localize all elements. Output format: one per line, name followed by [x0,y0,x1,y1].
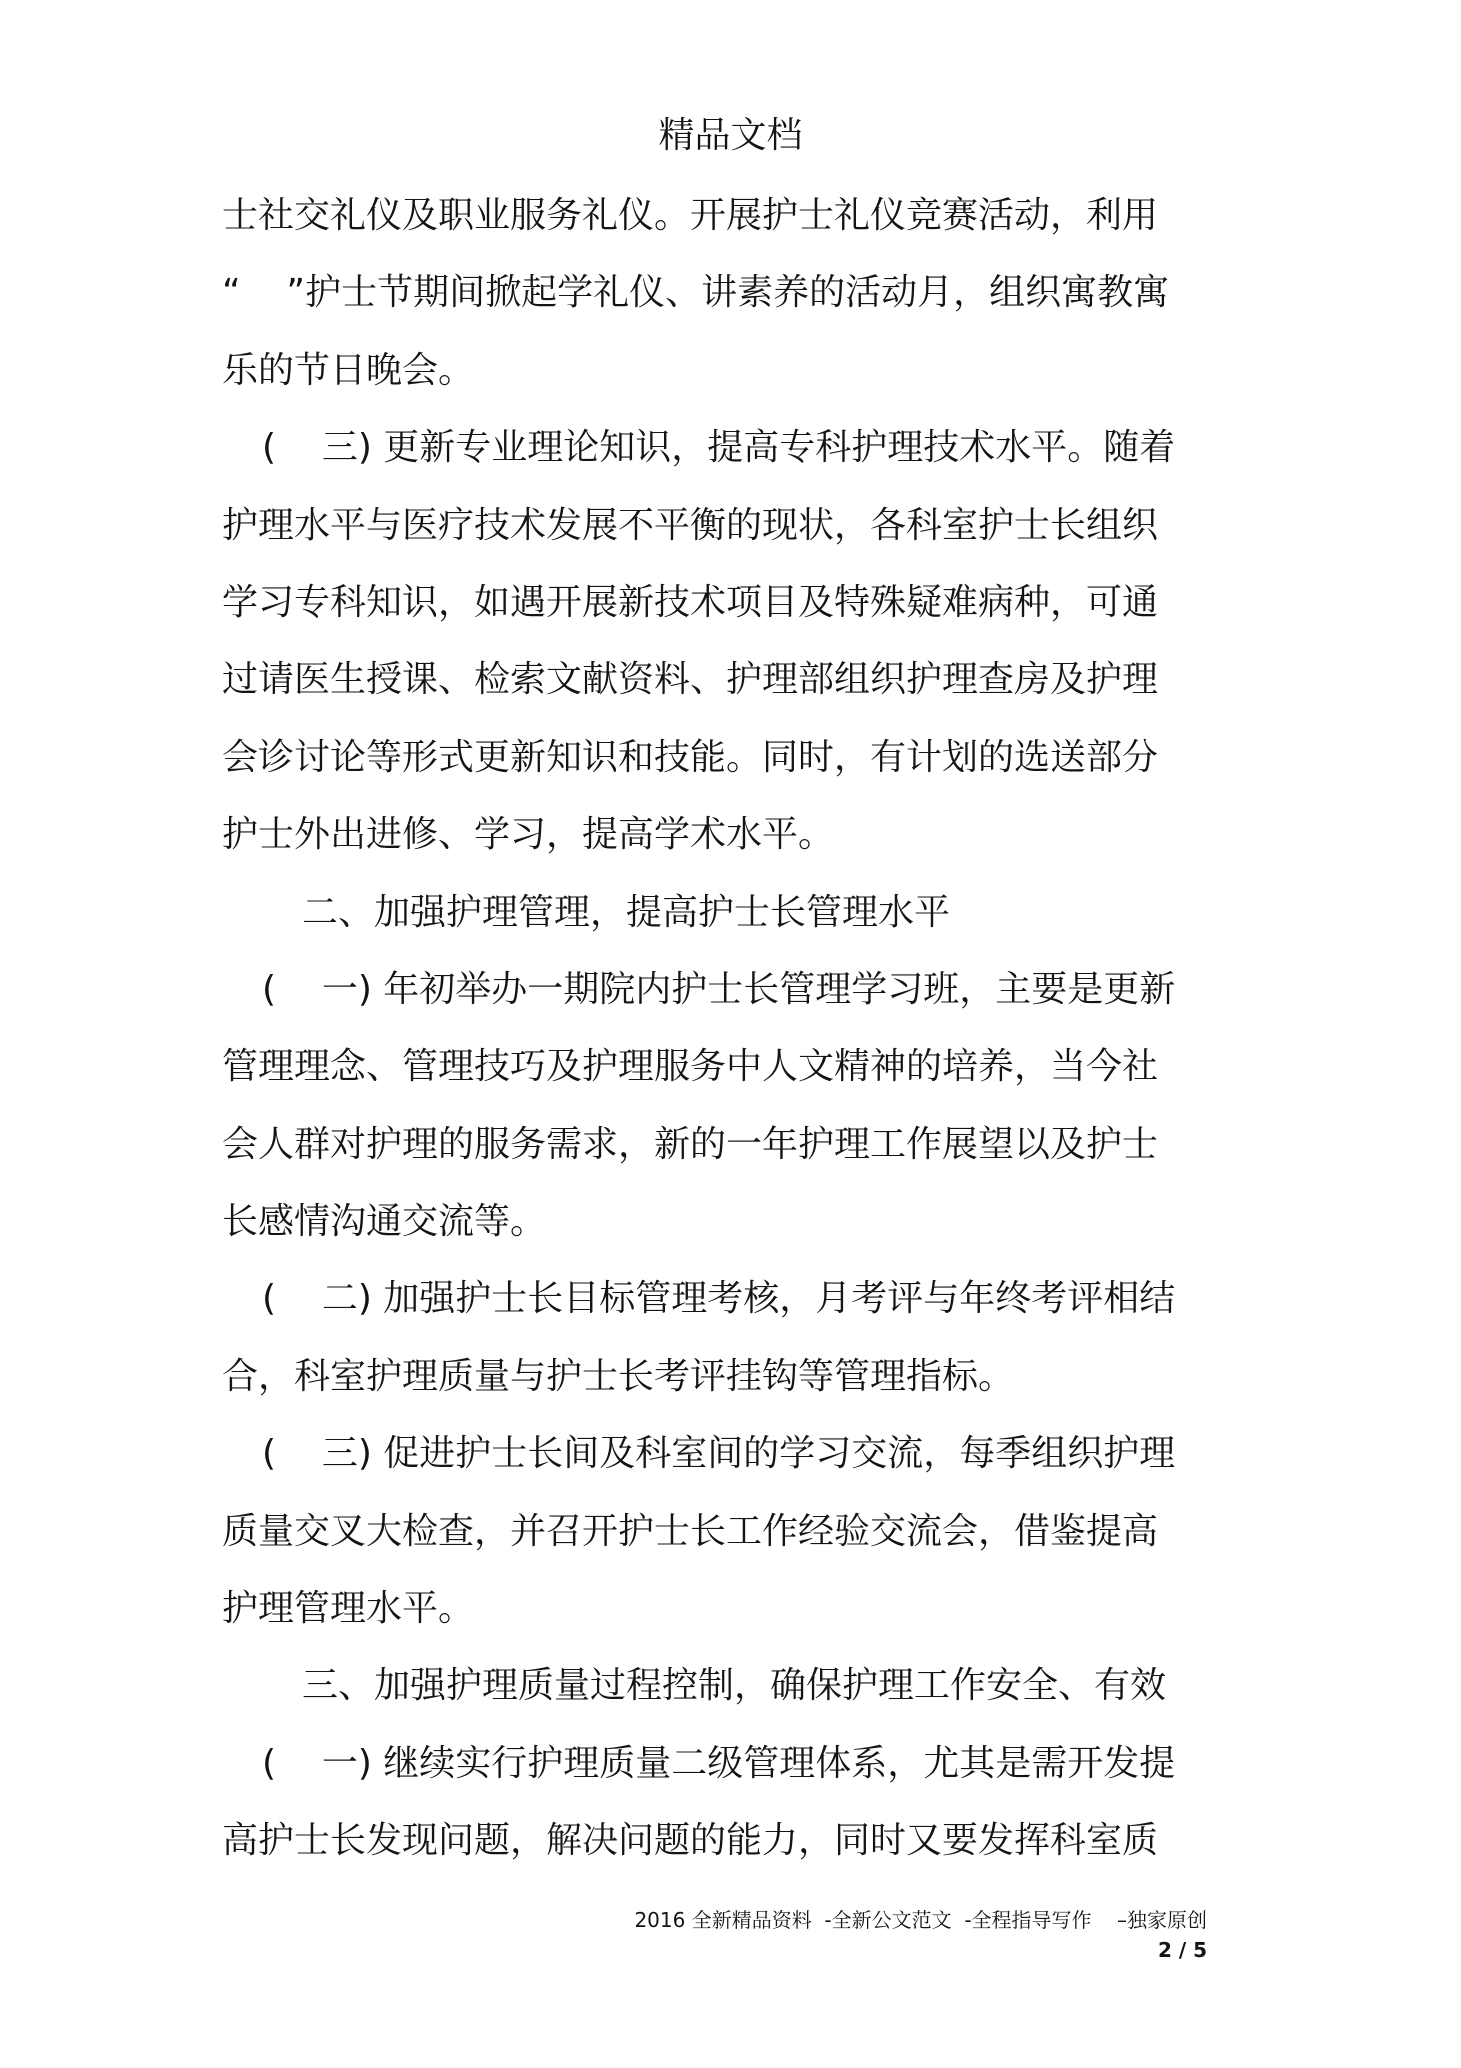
text-line: 护理管理水平。 [222,1588,475,1630]
text-line: 士社交礼仪及职业服务礼仪。开展护士礼仪竞赛活动，利用 [222,195,1159,236]
text-line: 会人群对护理的服务需求，新的一年护理工作展望以及护士 [222,1123,1159,1165]
subsection-heading-line: ( 三) 更新专业理论知识，提高专科护理技术水平。随着 [262,427,1176,469]
section-heading: 二、加强护理管理，提高护士长管理水平 [302,891,951,933]
text-line: 乐的节日晚会。 [222,349,475,391]
section-heading: 三、加强护理质量过程控制，确保护理工作安全、有效 [302,1665,1167,1707]
text-line: 会诊讨论等形式更新知识和技能。同时，有计划的选送部分 [222,736,1159,778]
text-line: 高护士长发现问题，解决问题的能力，同时又要发挥科室质 [222,1820,1159,1862]
subsection-heading-line: ( 三) 促进护士长间及科室间的学习交流，每季组织护理 [262,1433,1176,1475]
text-line: 质量交叉大检查，并召开护士长工作经验交流会，借鉴提高 [222,1510,1159,1552]
page-header: 精品文档 [658,115,803,156]
text-line: 合，科室护理质量与护士长考评挂钩等管理指标。 [222,1355,1015,1397]
subsection-heading-line: ( 一) 继续实行护理质量二级管理体系，尤其是需开发提 [262,1742,1176,1784]
text-line: 护士外出进修、学习，提高学术水平。 [222,814,835,856]
document-body [222,188,1182,1891]
text-line: 过请医生授课、检索文献资料、护理部组织护理查房及护理 [222,659,1159,701]
subsection-heading-line: ( 二) 加强护士长目标管理考核，月考评与年终考评相结 [262,1278,1176,1320]
text-line: “ ”护士节期间掀起学礼仪、讲素养的活动月，组织寓教寓 [222,272,1170,314]
footer-info: 2016 全新精品资料 -全新公文范文 -全程指导写作 –独家原创 [634,1908,1207,1932]
text-line: 长感情沟通交流等。 [222,1201,547,1243]
page-number: 2 / 5 [1157,1938,1207,1962]
subsection-heading-line: ( 一) 年初举办一期院内护士长管理学习班，主要是更新 [262,968,1176,1010]
text-line: 管理理念、管理技巧及护理服务中人文精神的培养，当今社 [222,1046,1159,1088]
text-line: 护理水平与医疗技术发展不平衡的现状，各科室护士长组织 [222,504,1159,546]
text-line: 学习专科知识，如遇开展新技术项目及特殊疑难病种，可通 [222,581,1159,623]
